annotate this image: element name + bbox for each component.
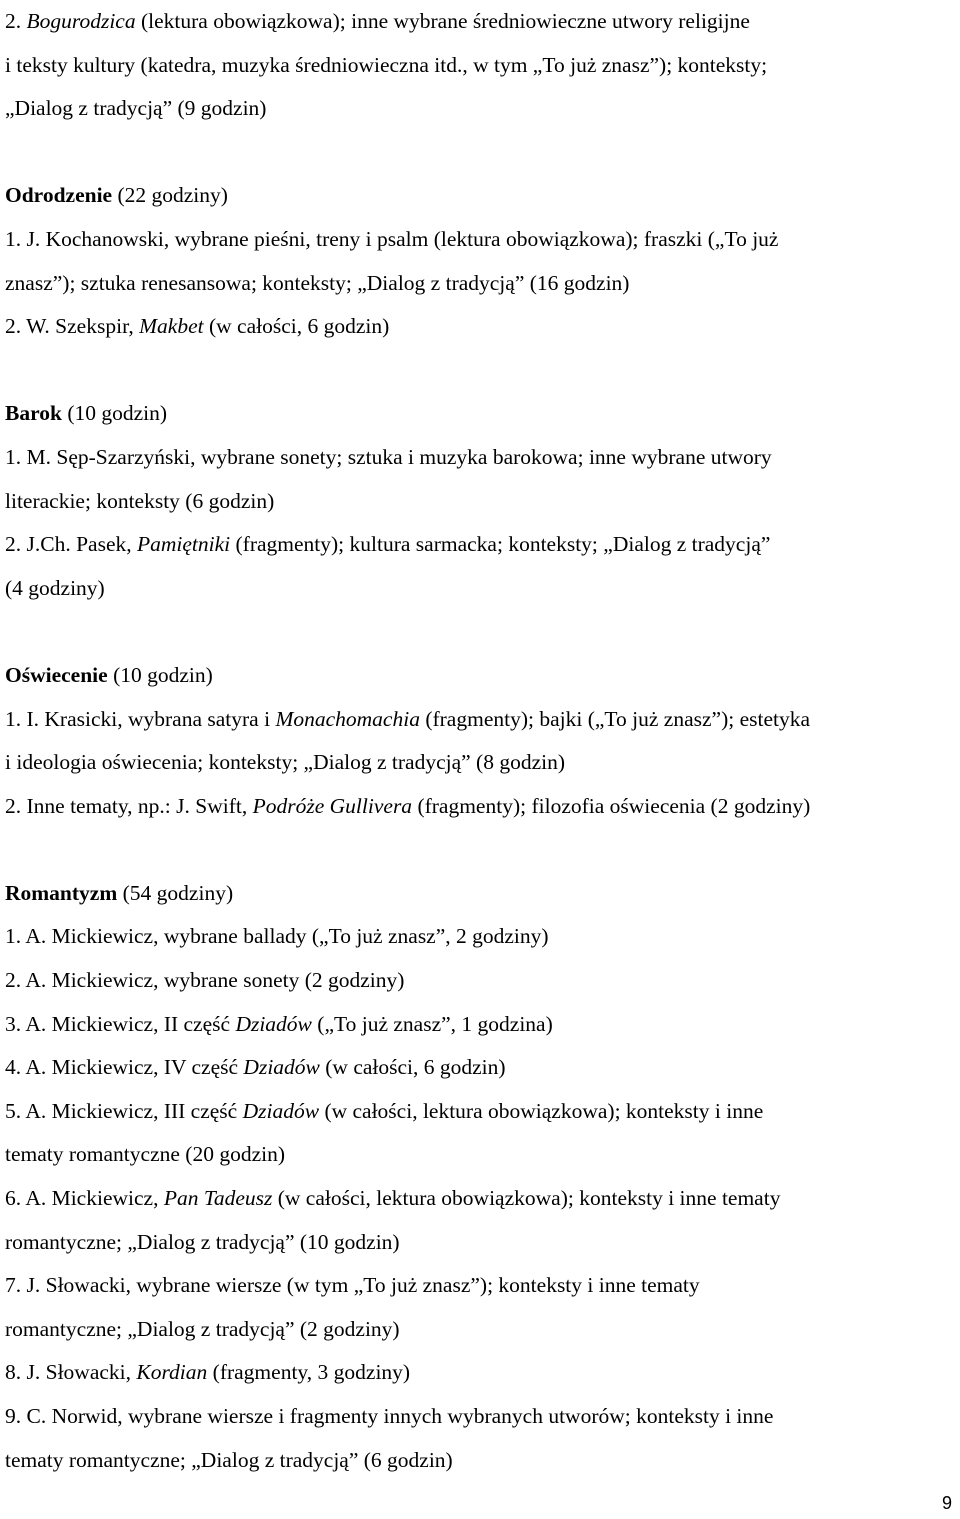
- renaissance-item-1-line-2: znasz”); sztuka renesansowa; konteksty; „Dialog z tradycją” (16 godzin): [5, 270, 630, 295]
- section-hours: (22 godziny): [112, 183, 228, 208]
- romanticism-item-5-line-1: [5, 1090, 957, 1134]
- item-text: 4. A. Mickiewicz, IV część: [5, 1055, 244, 1080]
- item-text: (fragmenty); bajki („To już znasz”); estetyka: [419, 706, 811, 731]
- item-text: (fragmenty); kultura sarmacka; konteksty; „Dialog z tradycją”: [230, 532, 771, 557]
- work-title: Monachomachia: [275, 706, 420, 731]
- intro-item-line-2: i teksty kultury (katedra, muzyka średniowieczna itd., w tym „To już znasz”); konteksty;: [5, 52, 768, 77]
- romanticism-item-8: [5, 1351, 957, 1395]
- romanticism-item-6-line-1: [5, 1177, 957, 1221]
- work-title: Bogurodzica: [26, 9, 136, 33]
- intro-item-number: 2.: [5, 9, 27, 33]
- item-text: 1. I. Krasicki, wybrana satyra i: [5, 706, 276, 731]
- intro-item-text: (lektura obowiązkowa); inne wybrane średniowieczne utwory religijne: [135, 9, 750, 33]
- item-text: („To już znasz”, 1 godzina): [311, 1011, 553, 1036]
- item-text: 3. A. Mickiewicz, II część: [5, 1011, 236, 1036]
- baroque-item-1-line-1: 1. M. Sęp-Szarzyński, wybrane sonety; sztuka i muzyka barokowa; inne wybrane utwory: [5, 444, 772, 469]
- work-title: Pamiętniki: [137, 532, 231, 557]
- work-title: Kordian: [136, 1360, 208, 1385]
- romanticism-item-1: 1. A. Mickiewicz, wybrane ballady („To już znasz”, 2 godziny): [5, 924, 549, 949]
- section-gap: [5, 349, 957, 393]
- romanticism-item-5-line-2: tematy romantyczne (20 godzin): [5, 1142, 285, 1167]
- page-number: 9: [941, 1493, 952, 1513]
- romanticism-item-6-line-2: romantyczne; „Dialog z tradycją” (10 godzin): [5, 1229, 400, 1254]
- romanticism-item-3: [5, 1003, 957, 1047]
- baroque-item-2-line-2: (4 godziny): [5, 575, 105, 600]
- document-page: [5, 0, 957, 1482]
- section-gap: [5, 828, 957, 872]
- section-heading-renaissance: [5, 174, 957, 218]
- item-text: (w całości, 6 godzin): [319, 1055, 506, 1080]
- romanticism-item-2: 2. A. Mickiewicz, wybrane sonety (2 godziny): [5, 968, 405, 993]
- section-heading-romanticism: [5, 872, 957, 916]
- work-title: Podróże Gullivera: [252, 793, 413, 818]
- baroque-item-2-line-1: [5, 523, 957, 567]
- work-title: Dziadów: [242, 1098, 320, 1123]
- renaissance-item-2: [5, 305, 957, 349]
- item-text: 2. J.Ch. Pasek,: [5, 532, 137, 557]
- romanticism-item-7-line-1: 7. J. Słowacki, wybrane wiersze (w tym „To już znasz”); konteksty i inne tematy: [5, 1273, 700, 1298]
- item-text: (fragmenty, 3 godziny): [207, 1360, 411, 1385]
- item-text: 5. A. Mickiewicz, III część: [5, 1098, 243, 1123]
- item-text: (w całości, 6 godzin): [203, 314, 390, 339]
- renaissance-item-1-line-1: 1. J. Kochanowski, wybrane pieśni, treny i psalm (lektura obowiązkowa); fraszki („To już: [5, 226, 779, 251]
- enlightenment-item-1-line-2: i ideologia oświecenia; konteksty; „Dialog z tradycją” (8 godzin): [5, 750, 566, 775]
- section-hours: (10 godzin): [61, 401, 168, 426]
- work-title: Makbet: [139, 314, 204, 339]
- romanticism-item-9-line-2: tematy romantyczne; „Dialog z tradycją” (6 godzin): [5, 1447, 453, 1472]
- romanticism-item-7-line-2: romantyczne; „Dialog z tradycją” (2 godziny): [5, 1316, 400, 1341]
- section-title: Romantyzm: [5, 880, 118, 905]
- enlightenment-item-2: [5, 785, 957, 829]
- work-title: Dziadów: [243, 1055, 320, 1080]
- item-text: (w całości, lektura obowiązkowa); konteksty i inne: [319, 1098, 764, 1123]
- section-heading-enlightenment: [5, 654, 957, 698]
- section-title: Odrodzenie: [5, 183, 113, 208]
- section-gap: [5, 610, 957, 654]
- section-hours: (54 godziny): [117, 880, 234, 905]
- section-title: Barok: [5, 401, 62, 426]
- item-text: 2. W. Szekspir,: [5, 314, 140, 339]
- item-text: (w całości, lektura obowiązkowa); konteksty i inne tematy: [272, 1186, 781, 1211]
- enlightenment-item-1-line-1: [5, 698, 957, 742]
- intro-item-line-3: „Dialog z tradycją” (9 godzin): [5, 96, 267, 121]
- item-text: 8. J. Słowacki,: [5, 1360, 137, 1385]
- baroque-item-1-line-2: literackie; konteksty (6 godzin): [5, 488, 275, 513]
- item-text: 6. A. Mickiewicz,: [5, 1186, 164, 1211]
- item-text: (fragmenty); filozofia oświecenia (2 godziny): [412, 793, 811, 818]
- romanticism-item-9-line-1: 9. C. Norwid, wybrane wiersze i fragmenty innych wybranych utworów; konteksty i inne: [5, 1404, 774, 1428]
- section-gap: [5, 131, 957, 175]
- section-hours: (10 godzin): [107, 662, 213, 687]
- section-title: Oświecenie: [5, 662, 108, 687]
- item-text: 2. Inne tematy, np.: J. Swift,: [5, 793, 253, 818]
- section-heading-baroque: [5, 392, 957, 436]
- romanticism-item-4: [5, 1046, 957, 1090]
- work-title: Dziadów: [235, 1011, 312, 1036]
- work-title: Pan Tadeusz: [163, 1186, 273, 1211]
- intro-item-line-1: [5, 0, 957, 44]
